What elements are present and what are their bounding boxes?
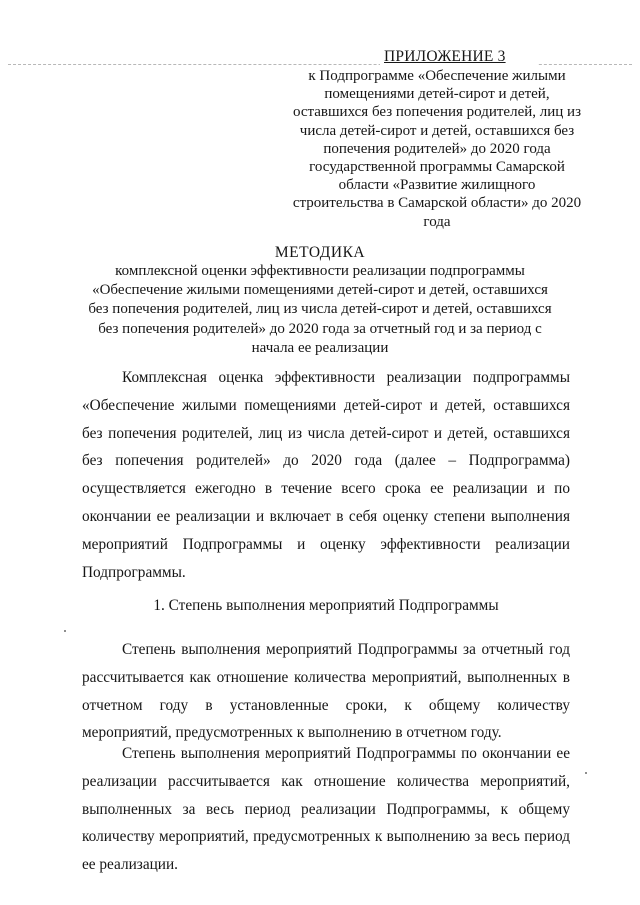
methodology-title: МЕТОДИКА [274,244,366,261]
section-heading: 1. Степень выполнения мероприятий Подпрограммы [153,597,499,614]
header-divider [8,64,632,65]
methodology-subtitle: комплексной оценки эффективности реализации подпрограммы «Обеспечение жилыми помещениями детей-сирот и детей, оставшихся без попечения родителей, лиц из числа детей-сирот и детей, оставшихся без попечения родителей» до 2020 года за отчетный год и за период с начала ее реализации [88,263,552,356]
appendix-title: ПРИЛОЖЕНИЕ 3 [380,48,538,66]
scan-speck [585,772,587,774]
section-paragraph-2: Степень выполнения мероприятий Подпрограммы по окончании ее реализации рассчитывается как отношение количества мероприятий, выполненных за весь период реализации Подпрограммы, к общему количеству мероприятий, предусмотренных к выполнению за весь период ее реализации. [82,745,570,874]
appendix-reference: к Подпрограмме «Обеспечение жилыми помещениями детей-сирот и детей, оставшихся без попечения родителей, лиц из числа детей-сирот и детей, оставшихся без попечения родителей» до 2020 года государственной программы Самарской области «Развитие жилищного строительства в Самарской области» до 2020 года [292,68,582,230]
intro-paragraph: Комплексная оценка эффективности реализации подпрограммы «Обеспечение жилыми помещениями детей-сирот и детей, оставшихся без попечения родителей, лиц из числа детей-сирот и детей, оставшихся без попечения родителей» до 2020 года (далее – Подпрограмма) осуществляется ежегодно в течение всего срока ее реализации и по окончании ее реализации и включает в себя оценку степени выполнения мероприятий Подпрограммы и оценку эффективности реализации Подпрограммы. [82,369,570,581]
section-paragraph-1: Степень выполнения мероприятий Подпрограммы за отчетный год рассчитывается как отношение количества мероприятий, выполненных в отчетном году в установленные сроки, к общему количеству мероприятий, предусмотренных к выполнению в отчетном году. [82,641,570,742]
scan-speck [64,630,66,632]
